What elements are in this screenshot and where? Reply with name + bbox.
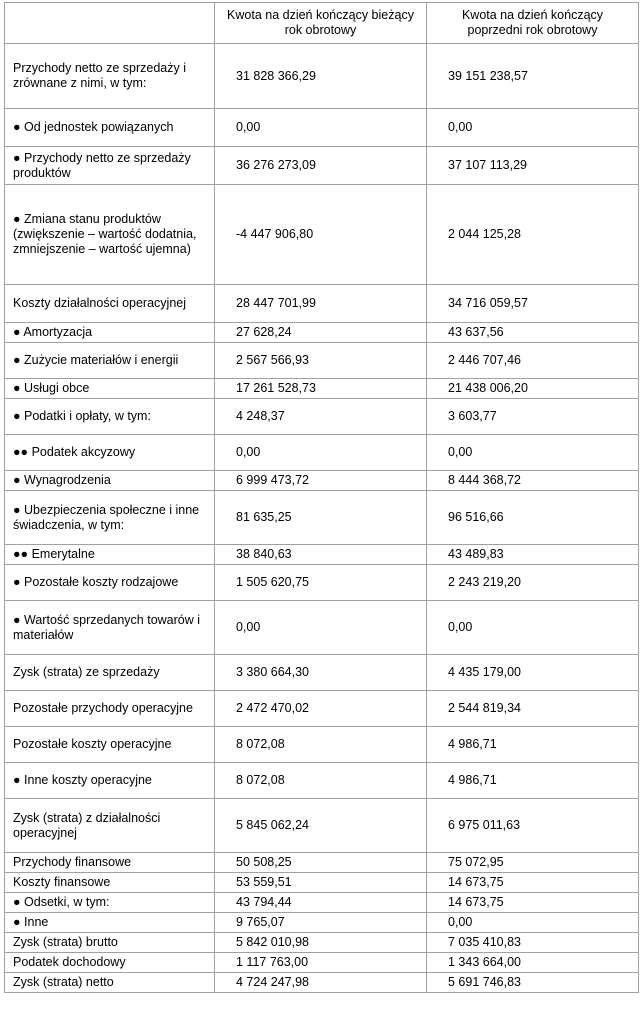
row-label: ● Amortyzacja (5, 323, 215, 343)
previous-year-value: 7 035 410,83 (427, 933, 639, 953)
income-statement-table (4, 2, 639, 993)
previous-year-value: 2 544 819,34 (427, 691, 639, 727)
current-year-value: 53 559,51 (215, 873, 427, 893)
current-year-value: 43 794,44 (215, 893, 427, 913)
row-label: ● Usługi obce (5, 379, 215, 399)
previous-year-value: 0,00 (427, 913, 639, 933)
header-current-year: Kwota na dzień kończący bieżący rok obrotowy (215, 3, 427, 44)
previous-year-value: 3 603,77 (427, 399, 639, 435)
table-row (5, 147, 639, 185)
previous-year-value: 14 673,75 (427, 873, 639, 893)
row-label: ● Wynagrodzenia (5, 471, 215, 491)
row-label: Pozostałe przychody operacyjne (5, 691, 215, 727)
previous-year-value: 4 986,71 (427, 763, 639, 799)
previous-year-value: 0,00 (427, 601, 639, 655)
row-label: Koszty działalności operacyjnej (5, 285, 215, 323)
current-year-value: 81 635,25 (215, 491, 427, 545)
table-row (5, 285, 639, 323)
row-label: Zysk (strata) brutto (5, 933, 215, 953)
current-year-value: 4 724 247,98 (215, 973, 427, 993)
table-row (5, 873, 639, 893)
previous-year-value: 43 637,56 (427, 323, 639, 343)
row-label: ●● Emerytalne (5, 545, 215, 565)
previous-year-value: 6 975 011,63 (427, 799, 639, 853)
table-row (5, 763, 639, 799)
header-blank-cell (5, 3, 215, 44)
table-row (5, 933, 639, 953)
row-label: Przychody netto ze sprzedaży i zrównane z nimi, w tym: (5, 44, 215, 109)
current-year-value: 27 628,24 (215, 323, 427, 343)
table-row (5, 545, 639, 565)
current-year-value: 1 505 620,75 (215, 565, 427, 601)
table-row (5, 471, 639, 491)
table-row (5, 601, 639, 655)
current-year-value: 2 472 470,02 (215, 691, 427, 727)
current-year-value: 1 117 763,00 (215, 953, 427, 973)
previous-year-value: 75 072,95 (427, 853, 639, 873)
table-row (5, 109, 639, 147)
row-label: ● Przychody netto ze sprzedaży produktów (5, 147, 215, 185)
current-year-value: 31 828 366,29 (215, 44, 427, 109)
current-year-value: 50 508,25 (215, 853, 427, 873)
table-row (5, 913, 639, 933)
row-label: ● Odsetki, w tym: (5, 893, 215, 913)
table-row (5, 893, 639, 913)
current-year-value: 4 248,37 (215, 399, 427, 435)
row-label: Pozostałe koszty operacyjne (5, 727, 215, 763)
header-previous-year: Kwota na dzień kończący poprzedni rok obrotowy (427, 3, 639, 44)
previous-year-value: 5 691 746,83 (427, 973, 639, 993)
row-label: ● Zmiana stanu produktów (zwiększenie – wartość dodatnia, zmniejszenie – wartość ujemna) (5, 185, 215, 285)
current-year-value: 0,00 (215, 601, 427, 655)
row-label: ● Ubezpieczenia społeczne i inne świadczenia, w tym: (5, 491, 215, 545)
previous-year-value: 0,00 (427, 109, 639, 147)
previous-year-value: 1 343 664,00 (427, 953, 639, 973)
table-row (5, 323, 639, 343)
row-label: Zysk (strata) z działalności operacyjnej (5, 799, 215, 853)
current-year-value: 5 842 010,98 (215, 933, 427, 953)
current-year-value: 0,00 (215, 109, 427, 147)
row-label: ●● Podatek akcyzowy (5, 435, 215, 471)
table-row (5, 727, 639, 763)
header-row (5, 3, 639, 44)
current-year-value: 28 447 701,99 (215, 285, 427, 323)
previous-year-value: 96 516,66 (427, 491, 639, 545)
table-row (5, 565, 639, 601)
current-year-value: 8 072,08 (215, 727, 427, 763)
previous-year-value: 0,00 (427, 435, 639, 471)
previous-year-value: 4 435 179,00 (427, 655, 639, 691)
table-row (5, 343, 639, 379)
table-row (5, 185, 639, 285)
current-year-value: 17 261 528,73 (215, 379, 427, 399)
previous-year-value: 2 446 707,46 (427, 343, 639, 379)
previous-year-value: 4 986,71 (427, 727, 639, 763)
table-row (5, 435, 639, 471)
current-year-value: 36 276 273,09 (215, 147, 427, 185)
previous-year-value: 39 151 238,57 (427, 44, 639, 109)
current-year-value: 3 380 664,30 (215, 655, 427, 691)
row-label: Zysk (strata) netto (5, 973, 215, 993)
table-row (5, 44, 639, 109)
table-row (5, 379, 639, 399)
previous-year-value: 34 716 059,57 (427, 285, 639, 323)
current-year-value: 9 765,07 (215, 913, 427, 933)
previous-year-value: 43 489,83 (427, 545, 639, 565)
current-year-value: 8 072,08 (215, 763, 427, 799)
row-label: Koszty finansowe (5, 873, 215, 893)
row-label: ● Zużycie materiałów i energii (5, 343, 215, 379)
table-row (5, 691, 639, 727)
table-row (5, 491, 639, 545)
previous-year-value: 2 243 219,20 (427, 565, 639, 601)
row-label: ● Pozostałe koszty rodzajowe (5, 565, 215, 601)
current-year-value: 6 999 473,72 (215, 471, 427, 491)
table-row (5, 655, 639, 691)
table-row (5, 853, 639, 873)
current-year-value: 5 845 062,24 (215, 799, 427, 853)
row-label: Przychody finansowe (5, 853, 215, 873)
table-row (5, 953, 639, 973)
table-row (5, 399, 639, 435)
row-label: Zysk (strata) ze sprzedaży (5, 655, 215, 691)
row-label: Podatek dochodowy (5, 953, 215, 973)
current-year-value: 0,00 (215, 435, 427, 471)
row-label: ● Od jednostek powiązanych (5, 109, 215, 147)
previous-year-value: 8 444 368,72 (427, 471, 639, 491)
previous-year-value: 21 438 006,20 (427, 379, 639, 399)
table-row (5, 973, 639, 993)
table-row (5, 799, 639, 853)
current-year-value: -4 447 906,80 (215, 185, 427, 285)
previous-year-value: 14 673,75 (427, 893, 639, 913)
row-label: ● Podatki i opłaty, w tym: (5, 399, 215, 435)
previous-year-value: 37 107 113,29 (427, 147, 639, 185)
current-year-value: 2 567 566,93 (215, 343, 427, 379)
previous-year-value: 2 044 125,28 (427, 185, 639, 285)
row-label: ● Inne (5, 913, 215, 933)
row-label: ● Inne koszty operacyjne (5, 763, 215, 799)
row-label: ● Wartość sprzedanych towarów i materiałów (5, 601, 215, 655)
current-year-value: 38 840,63 (215, 545, 427, 565)
